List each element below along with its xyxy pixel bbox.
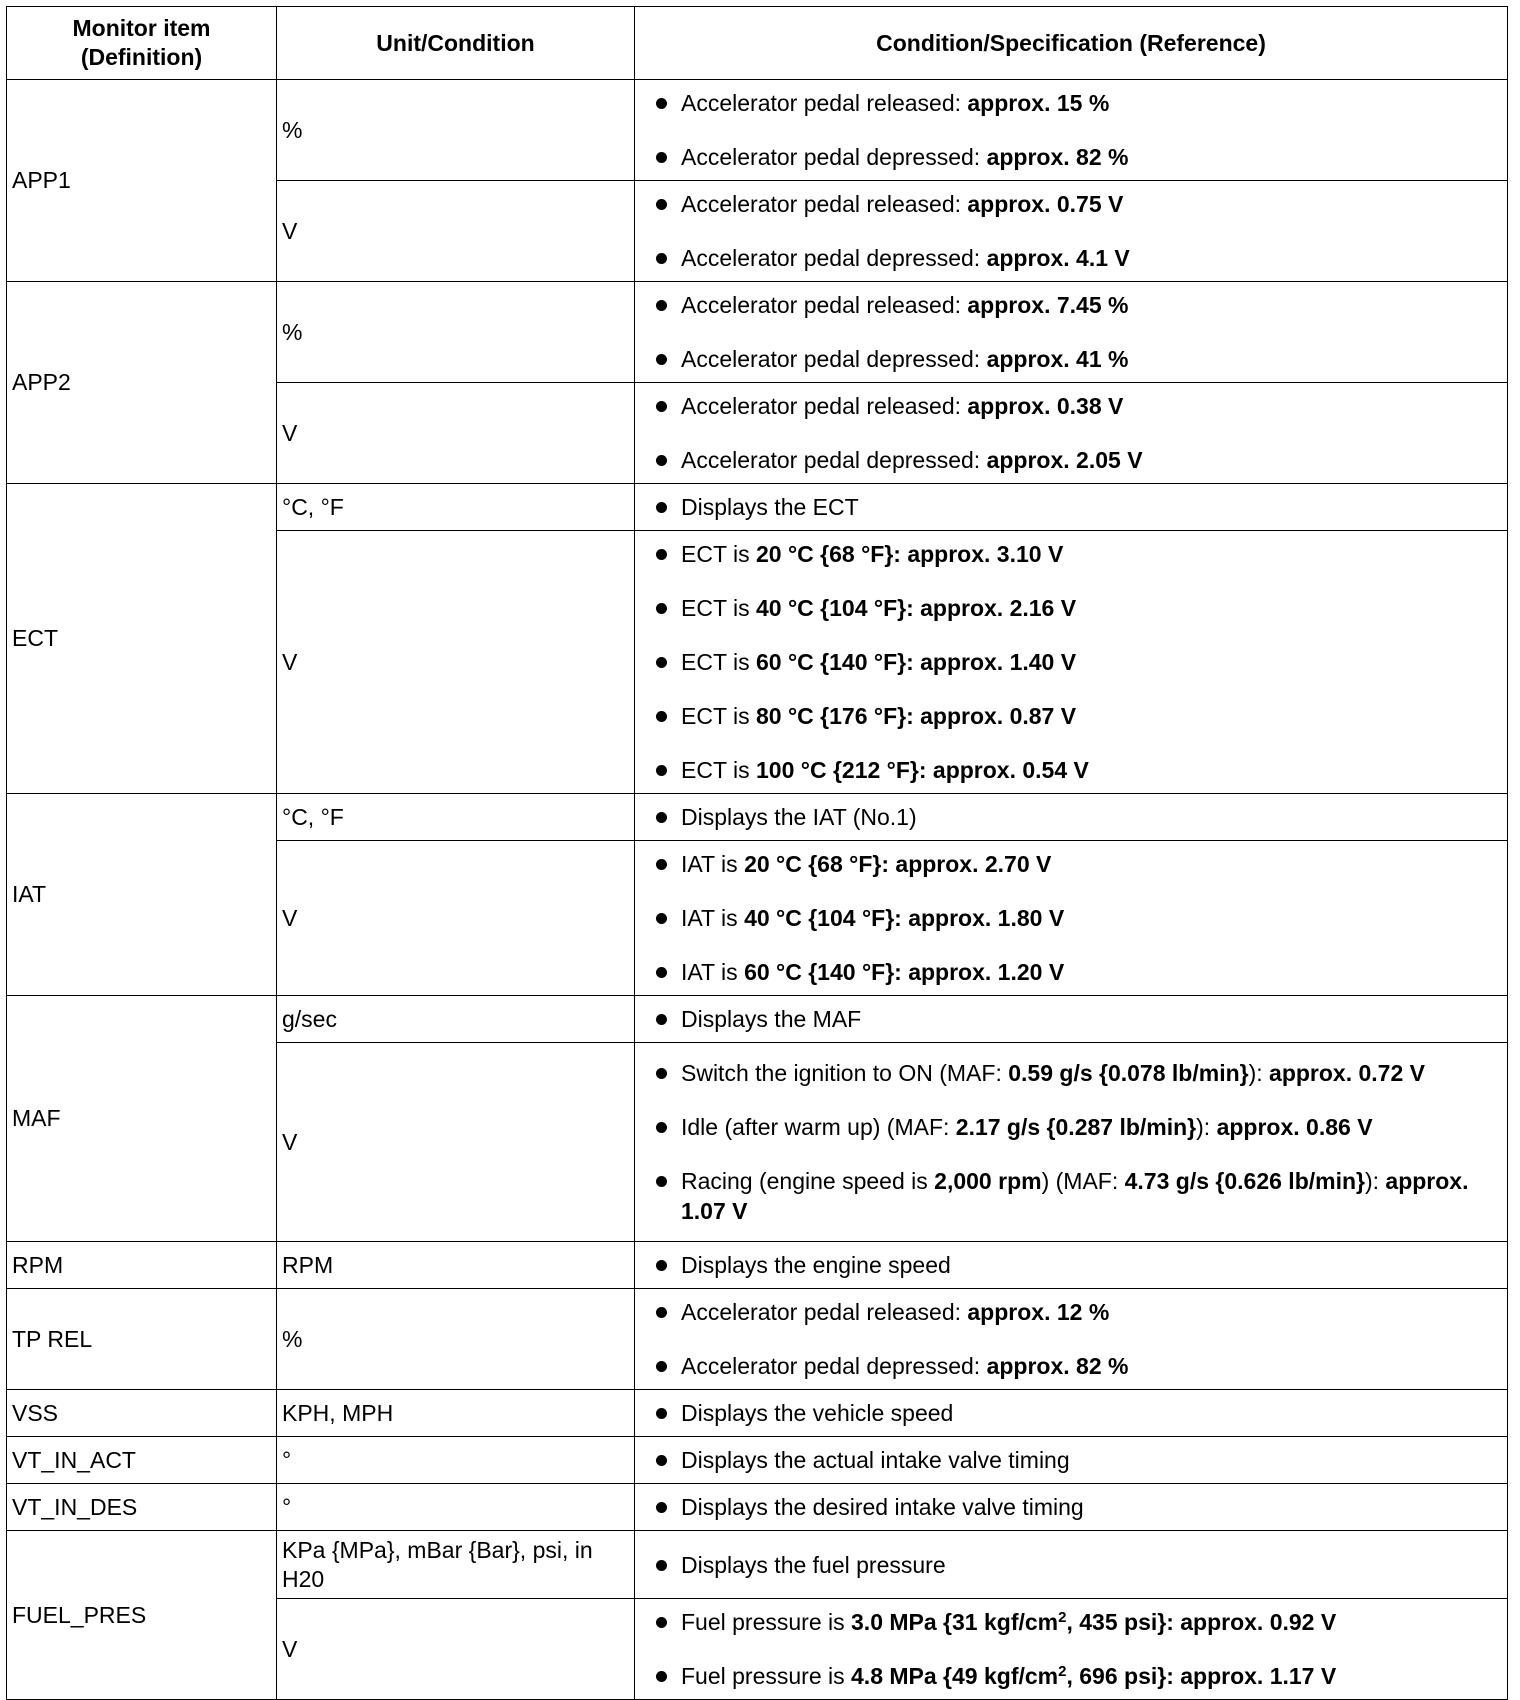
spec-text: IAT is — [681, 851, 745, 877]
spec-item — [681, 1250, 1487, 1280]
spec-list — [681, 1445, 1487, 1475]
spec-cell — [635, 484, 1508, 531]
unit-cell: ° — [277, 1437, 635, 1484]
table-row — [7, 794, 1508, 841]
spec-value: approx. 0.38 V — [967, 393, 1124, 419]
spec-list — [681, 1250, 1487, 1280]
spec-value: approx. 15 % — [967, 90, 1110, 116]
spec-text: Accelerator pedal depressed: — [681, 245, 987, 271]
spec-text: Displays the desired intake valve timing — [681, 1494, 1084, 1520]
spec-text: Accelerator pedal released: — [681, 292, 968, 318]
spec-item — [681, 142, 1487, 172]
spec-text: Displays the IAT (No.1) — [681, 804, 917, 830]
spec-value: 40 °C {104 °F}: approx. 2.16 V — [755, 595, 1077, 621]
header-condition-spec: Condition/Specification (Reference) — [635, 7, 1508, 80]
monitor-item-cell: IAT — [7, 794, 277, 996]
spec-text: IAT is — [681, 959, 745, 985]
spec-item — [681, 1058, 1487, 1088]
table-row — [7, 1484, 1508, 1531]
table-row — [7, 80, 1508, 181]
spec-item — [681, 290, 1487, 320]
spec-item — [681, 344, 1487, 374]
spec-value: 20 °C {68 °F}: approx. 2.70 V — [744, 851, 1052, 877]
unit-cell: V — [277, 1043, 635, 1242]
monitor-item-cell: APP1 — [7, 80, 277, 282]
spec-text: ): — [1248, 1060, 1270, 1086]
spec-text: Accelerator pedal depressed: — [681, 144, 987, 170]
spec-item — [681, 1607, 1487, 1637]
unit-cell: V — [277, 383, 635, 484]
spec-value: approx. 4.1 V — [986, 245, 1130, 271]
spec-item — [681, 802, 1487, 832]
header-unit-condition: Unit/Condition — [277, 7, 635, 80]
spec-text: Fuel pressure is — [681, 1609, 852, 1635]
spec-item — [681, 1398, 1487, 1428]
spec-cell — [635, 282, 1508, 383]
spec-text: Accelerator pedal depressed: — [681, 447, 987, 473]
monitor-item-cell: VSS — [7, 1390, 277, 1437]
spec-item — [681, 492, 1487, 522]
spec-value: approx. 2.05 V — [986, 447, 1143, 473]
monitor-item-cell: MAF — [7, 996, 277, 1242]
unit-cell: % — [277, 1289, 635, 1390]
monitor-item-cell: VT_IN_ACT — [7, 1437, 277, 1484]
spec-cell — [635, 1390, 1508, 1437]
spec-cell — [635, 80, 1508, 181]
spec-text: Displays the fuel pressure — [681, 1551, 946, 1578]
spec-text: ECT is — [681, 541, 756, 567]
unit-cell: % — [277, 80, 635, 181]
unit-cell: V — [277, 181, 635, 282]
spec-list — [681, 1607, 1487, 1691]
spec-text: Idle (after warm up) (MAF: — [681, 1114, 956, 1140]
monitor-item-cell: TP REL — [7, 1289, 277, 1390]
spec-cell — [635, 1599, 1508, 1700]
spec-text: Accelerator pedal depressed: — [681, 346, 987, 372]
spec-cell — [635, 531, 1508, 794]
spec-value: 3.0 MPa {31 kgf/cm — [851, 1609, 1059, 1635]
monitor-item-cell: RPM — [7, 1242, 277, 1289]
spec-list — [681, 189, 1487, 273]
spec-text: Accelerator pedal released: — [681, 191, 968, 217]
table-body — [7, 80, 1508, 1700]
table-row — [7, 996, 1508, 1043]
spec-superscript: 2 — [1058, 1609, 1067, 1626]
spec-value: approx. 82 % — [986, 144, 1129, 170]
spec-item — [681, 445, 1487, 475]
unit-cell: V — [277, 531, 635, 794]
unit-cell: KPH, MPH — [277, 1390, 635, 1437]
spec-list — [681, 492, 1487, 522]
monitor-item-cell: ECT — [7, 484, 277, 794]
spec-list — [681, 1297, 1487, 1381]
header-monitor-item: Monitor item (Definition) — [7, 7, 277, 80]
unit-cell: % — [277, 282, 635, 383]
spec-list — [681, 539, 1487, 785]
spec-value: 4.8 MPa {49 kgf/cm — [851, 1663, 1059, 1689]
spec-text: Accelerator pedal released: — [681, 1299, 968, 1325]
spec-text: Accelerator pedal released: — [681, 90, 968, 116]
spec-text: Accelerator pedal depressed: — [681, 1353, 987, 1379]
spec-text: ) (MAF: — [1041, 1168, 1125, 1194]
spec-text: Fuel pressure is — [681, 1663, 852, 1689]
spec-list — [681, 1492, 1487, 1522]
spec-text: Displays the vehicle speed — [681, 1400, 954, 1426]
spec-item — [681, 1297, 1487, 1327]
spec-item — [681, 243, 1487, 273]
spec-item — [681, 755, 1487, 785]
spec-item — [681, 957, 1487, 987]
unit-cell: V — [277, 1599, 635, 1700]
spec-text: ): — [1364, 1168, 1386, 1194]
spec-list — [681, 88, 1487, 172]
unit-cell: KPa {MPa}, mBar {Bar}, psi, in H20 — [277, 1531, 635, 1599]
spec-value: 20 °C {68 °F}: approx. 3.10 V — [755, 541, 1064, 567]
spec-cell — [635, 1484, 1508, 1531]
spec-value: approx. 7.45 % — [967, 292, 1129, 318]
spec-item — [681, 593, 1487, 623]
spec-value: approx. 41 % — [986, 346, 1129, 372]
unit-cell: °C, °F — [277, 484, 635, 531]
spec-item — [681, 1445, 1487, 1475]
spec-list — [681, 1004, 1487, 1034]
spec-item — [681, 391, 1487, 421]
spec-list — [681, 802, 1487, 832]
table-row — [7, 282, 1508, 383]
unit-cell: g/sec — [277, 996, 635, 1043]
table-row — [7, 1289, 1508, 1390]
spec-cell — [635, 794, 1508, 841]
spec-text: Displays the ECT — [681, 494, 859, 520]
spec-list — [681, 849, 1487, 987]
spec-text: ECT is — [681, 757, 756, 783]
spec-value: 4.73 g/s {0.626 lb/min} — [1124, 1168, 1365, 1194]
spec-list — [681, 391, 1487, 475]
spec-text: ECT is — [681, 703, 756, 729]
spec-value: 80 °C {176 °F}: approx. 0.87 V — [755, 703, 1077, 729]
spec-cell — [635, 181, 1508, 282]
spec-item — [681, 1166, 1487, 1226]
spec-text: ECT is — [681, 649, 756, 675]
spec-item — [681, 88, 1487, 118]
spec-list — [681, 1398, 1487, 1428]
monitor-item-cell: APP2 — [7, 282, 277, 484]
spec-text: ECT is — [681, 595, 756, 621]
spec-item — [681, 1351, 1487, 1381]
spec-superscript: 2 — [1058, 1663, 1067, 1680]
spec-text: Displays the MAF — [681, 1006, 862, 1032]
spec-cell — [635, 383, 1508, 484]
spec-cell — [635, 841, 1508, 996]
spec-text: Displays the engine speed — [681, 1252, 951, 1278]
unit-cell: °C, °F — [277, 794, 635, 841]
spec-value: 0.59 g/s {0.078 lb/min} — [1008, 1060, 1249, 1086]
spec-value: 40 °C {104 °F}: approx. 1.80 V — [744, 905, 1065, 931]
spec-value: 100 °C {212 °F}: approx. 0.54 V — [755, 757, 1089, 783]
spec-text: IAT is — [681, 905, 745, 931]
spec-item — [681, 539, 1487, 569]
table-row — [7, 1437, 1508, 1484]
unit-cell: ° — [277, 1484, 635, 1531]
monitor-item-cell: VT_IN_DES — [7, 1484, 277, 1531]
table-row — [7, 1242, 1508, 1289]
spec-text: Displays the actual intake valve timing — [681, 1447, 1070, 1473]
spec-list — [681, 290, 1487, 374]
spec-value: approx. 0.75 V — [967, 191, 1124, 217]
spec-item — [681, 647, 1487, 677]
spec-text: Accelerator pedal released: — [681, 393, 968, 419]
spec-item — [681, 903, 1487, 933]
monitor-item-cell: FUEL_PRES — [7, 1531, 277, 1700]
spec-item — [681, 1004, 1487, 1034]
spec-text: ): — [1196, 1114, 1217, 1140]
spec-value: 2.17 g/s {0.287 lb/min} — [955, 1114, 1197, 1140]
spec-item — [681, 1112, 1487, 1142]
spec-value: 60 °C {140 °F}: approx. 1.20 V — [744, 959, 1065, 985]
spec-cell — [635, 1043, 1508, 1242]
monitor-spec-table — [6, 6, 1508, 1700]
spec-value: approx. 12 % — [967, 1299, 1110, 1325]
spec-value: , 435 psi}: approx. 0.92 V — [1066, 1609, 1337, 1635]
spec-value: approx. 1.07 V — [681, 1168, 1469, 1224]
table-row — [7, 484, 1508, 531]
spec-value: approx. 82 % — [986, 1353, 1129, 1379]
spec-list — [681, 1550, 1487, 1580]
spec-value: approx. 0.72 V — [1269, 1060, 1425, 1086]
spec-cell — [635, 1531, 1508, 1599]
unit-cell: V — [277, 841, 635, 996]
spec-value: 2,000 rpm — [934, 1168, 1042, 1194]
unit-cell: RPM — [277, 1242, 635, 1289]
spec-item — [681, 1661, 1487, 1691]
spec-cell — [635, 1437, 1508, 1484]
table-row — [7, 1531, 1508, 1599]
spec-item — [681, 701, 1487, 731]
spec-text: Switch the ignition to ON (MAF: — [681, 1060, 1009, 1086]
spec-value: 60 °C {140 °F}: approx. 1.40 V — [755, 649, 1077, 675]
spec-text: Racing (engine speed is — [681, 1168, 935, 1194]
spec-item — [681, 849, 1487, 879]
spec-cell — [635, 1289, 1508, 1390]
spec-item — [681, 1492, 1487, 1522]
spec-cell — [635, 996, 1508, 1043]
spec-item — [681, 189, 1487, 219]
spec-value: approx. 0.86 V — [1216, 1114, 1373, 1140]
spec-value: , 696 psi}: approx. 1.17 V — [1066, 1663, 1337, 1689]
header-row — [7, 7, 1508, 80]
spec-item — [681, 1550, 1487, 1580]
spec-list — [681, 1058, 1487, 1226]
spec-cell — [635, 1242, 1508, 1289]
table-row — [7, 1390, 1508, 1437]
